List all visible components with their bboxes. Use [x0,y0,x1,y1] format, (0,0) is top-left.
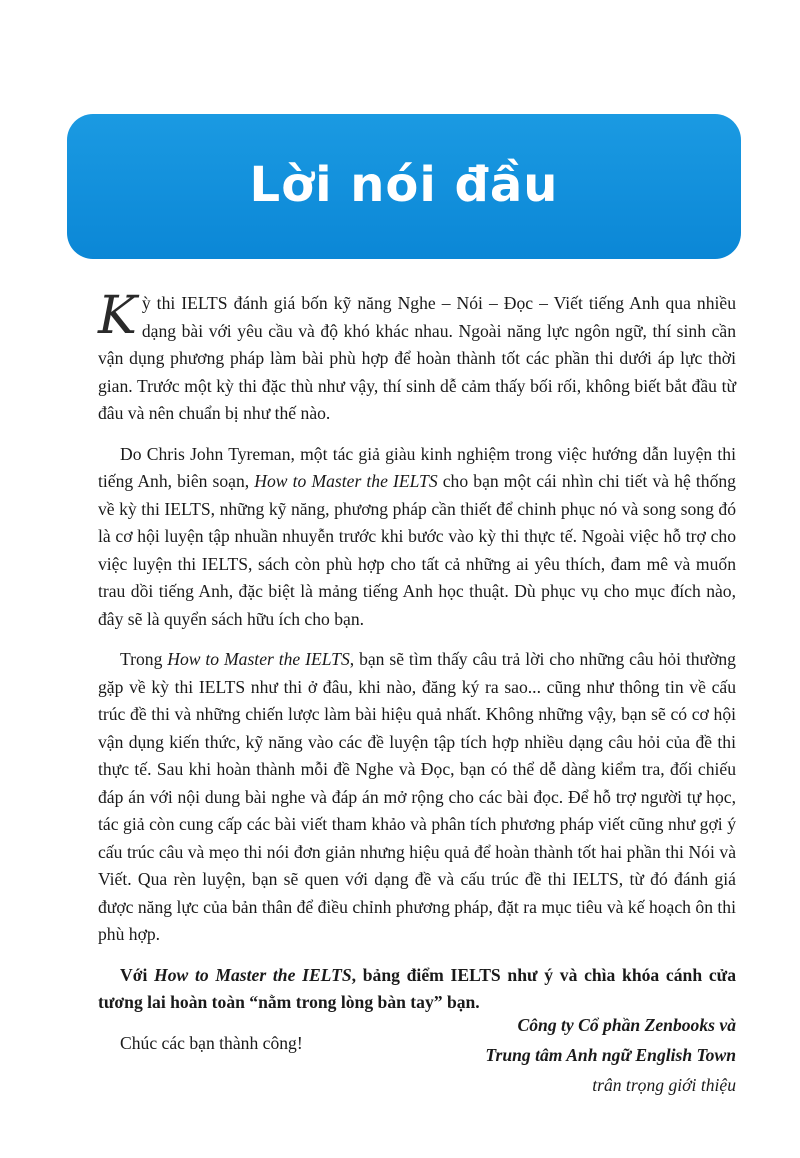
paragraph-intro [98,286,736,428]
title-banner [67,114,741,259]
paragraph-closing-text-1: Với [120,964,155,985]
paragraph-contents-text-2: , bạn sẽ tìm thấy câu trả lời cho những câu hỏi thường gặp về kỳ thi IELTS như thi ở đâu, khi nào, đăng ký ra sao... cũng như thông tin về cấu trúc đề thi và những chiến lược làm bài hiệu quả nhất. Không những vậy, bạn sẽ có cơ hội vận dụng kiến thức, kỹ năng vào các đề luyện tập tích hợp nhiều dạng câu hỏi của đề thi thực tế. Sau khi hoàn thành mỗi đề Nghe và Đọc, bạn có thể dễ dàng kiểm tra, đối chiếu đáp án với nội dung bài nghe và đáp án mở rộng cho các bài đọc. Để hỗ trợ người tự học, tác giả còn cung cấp các bài viết tham khảo và phân tích phương pháp viết cũng như gợi ý cấu trúc câu và mẹo thi nói đơn giản nhưng hiệu quả để hoàn thành tốt hai phần thi Nói và Viết. Qua rèn luyện, bạn sẽ quen với dạng đề và cấu trúc đề thi IELTS, từ đó đánh giá được năng lực của bản thân để điều chỉnh phương pháp, đặt ra mục tiêu và kế hoạch ôn thi phù hợp. [98,649,736,944]
book-title: How to Master the IELTS [154,964,352,985]
paragraph-author [98,441,736,634]
book-title: How to Master the IELTS [254,471,438,491]
signature-note: trân trọng giới thiệu [592,1075,736,1095]
book-title: How to Master the IELTS [167,649,350,669]
signature-center: Trung tâm Anh ngữ English Town [485,1045,736,1065]
signature-block [485,1010,736,1100]
paragraph-author-text-2: cho bạn một cái nhìn chi tiết và hệ thống về kỳ thi IELTS, những kỹ năng, phương pháp cần thiết để chinh phục nó và song song đó là cơ hội luyện tập nhuần nhuyễn trước khi bước vào kỳ thi thực tế. Ngoài việc hỗ trợ cho việc luyện thi IELTS, sách còn phù hợp cho tất cả những ai yêu thích, đam mê và muốn trau dồi tiếng Anh, đặc biệt là mảng tiếng Anh học thuật. Dù phục vụ cho mục đích nào, đây sẽ là quyển sách hữu ích cho bạn. [98,471,736,629]
paragraph-intro-text: ỳ thi IELTS đánh giá bốn kỹ năng Nghe – Nói – Đọc – Viết tiếng Anh qua nhiều dạng bài với yêu cầu và độ khó khác nhau. Ngoài năng lực ngôn ngữ, thí sinh cần vận dụng phương pháp làm bài phù hợp để hoàn thành tốt các phần thi dưới áp lực thời gian. Trước một kỳ thi đặc thù như vậy, thí sinh dễ cảm thấy bối rối, không biết bắt đầu từ đâu và nên chuẩn bị như thế nào. [98,293,736,423]
paragraph-contents-text-1: Trong [120,649,168,669]
paragraph-closing-text-2: , bảng điểm IELTS như ý và chìa khóa cánh cửa tương lai hoàn toàn “nằm trong lòng bàn tay” bạn. [98,964,736,1012]
paragraph-contents [98,646,736,949]
paragraph-closing [98,962,736,1017]
paragraph-author-text-1: Do Chris John Tyreman, một tác giả giàu kinh nghiệm trong việc hướng dẫn luyện thi tiếng Anh, biên soạn, [98,443,736,491]
paragraph-wish: Chúc các bạn thành công! [120,1032,303,1053]
page-title: Lời nói đầu [249,156,559,213]
drop-cap: K [98,286,137,346]
signature-company: Công ty Cổ phần Zenbooks và [517,1015,736,1035]
preface-body [98,286,736,1070]
